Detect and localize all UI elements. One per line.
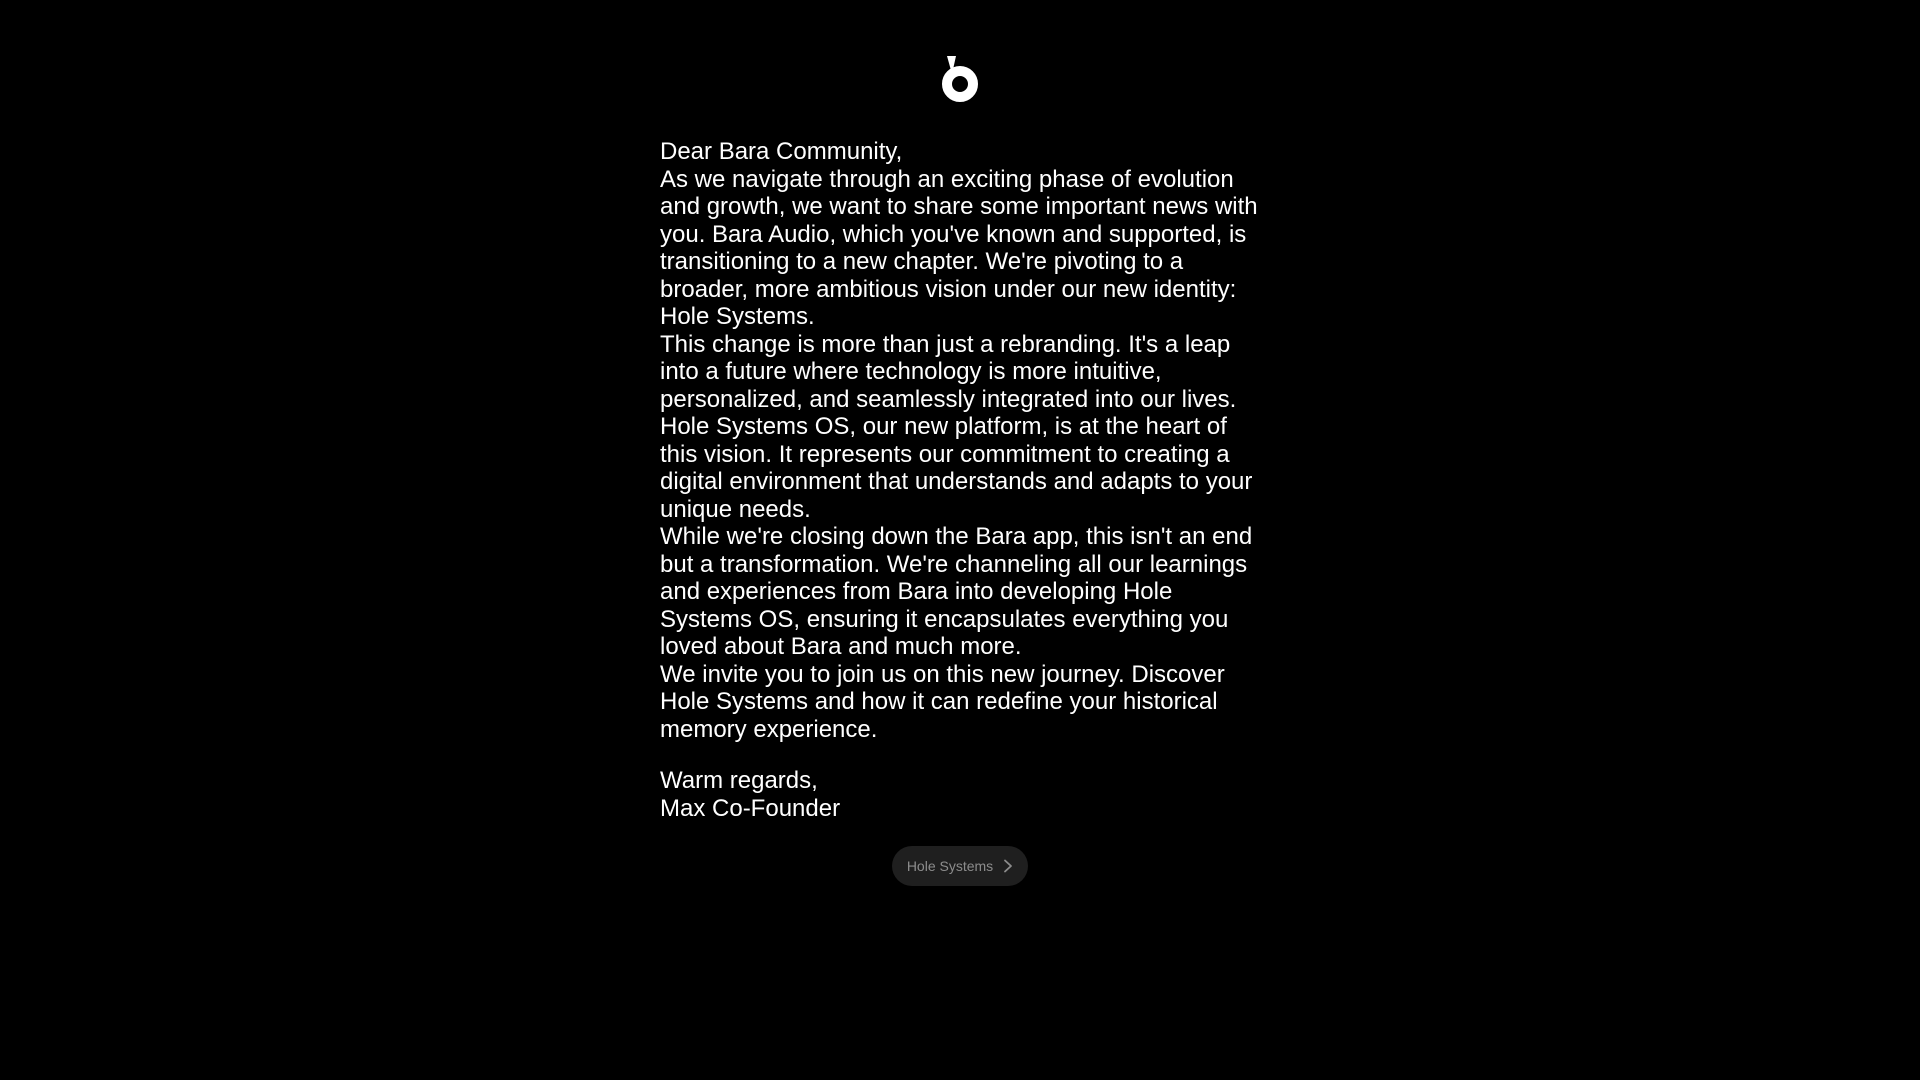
letter-closing: Warm regards,: [660, 767, 818, 794]
letter-paragraph: As we navigate through an exciting phase of evolution and growth, we want to share some important news with you. Bara Audio, which you've known and supported, is transitioning to a new chapter. We're pivoting to a broader, more ambitious vision under our new identity: Hole Systems.: [660, 165, 1258, 330]
letter-paragraph: While we're closing down the Bara app, this isn't an end but a transformation. We're channeling all our learnings and experiences from Bara into developing Hole Systems OS, ensuring it encapsulates everything you loved about Bara and much more.: [660, 523, 1253, 660]
chevron-right-icon: [1003, 859, 1013, 873]
letter-signature: Max Co-Founder: [660, 794, 841, 822]
letter-greeting: Dear Bara Community,: [660, 138, 903, 165]
announcement-letter: [660, 138, 1260, 822]
letter-paragraph: We invite you to join us on this new journey. Discover Hole Systems and how it can redefine your historical memory experience.: [660, 660, 1225, 743]
bara-logo-icon: [941, 54, 979, 102]
letter-paragraph: This change is more than just a rebranding. It's a leap into a future where technology is more intuitive, personalized, and seamlessly integrated into our lives. Hole Systems OS, our new platform, is at the heart of this vision. It represents our commitment to creating a digital environment that understands and adapts to your unique needs.: [660, 330, 1253, 523]
hole-systems-button[interactable]: [892, 846, 1028, 886]
hole-systems-button-label: Hole Systems: [906, 858, 994, 874]
